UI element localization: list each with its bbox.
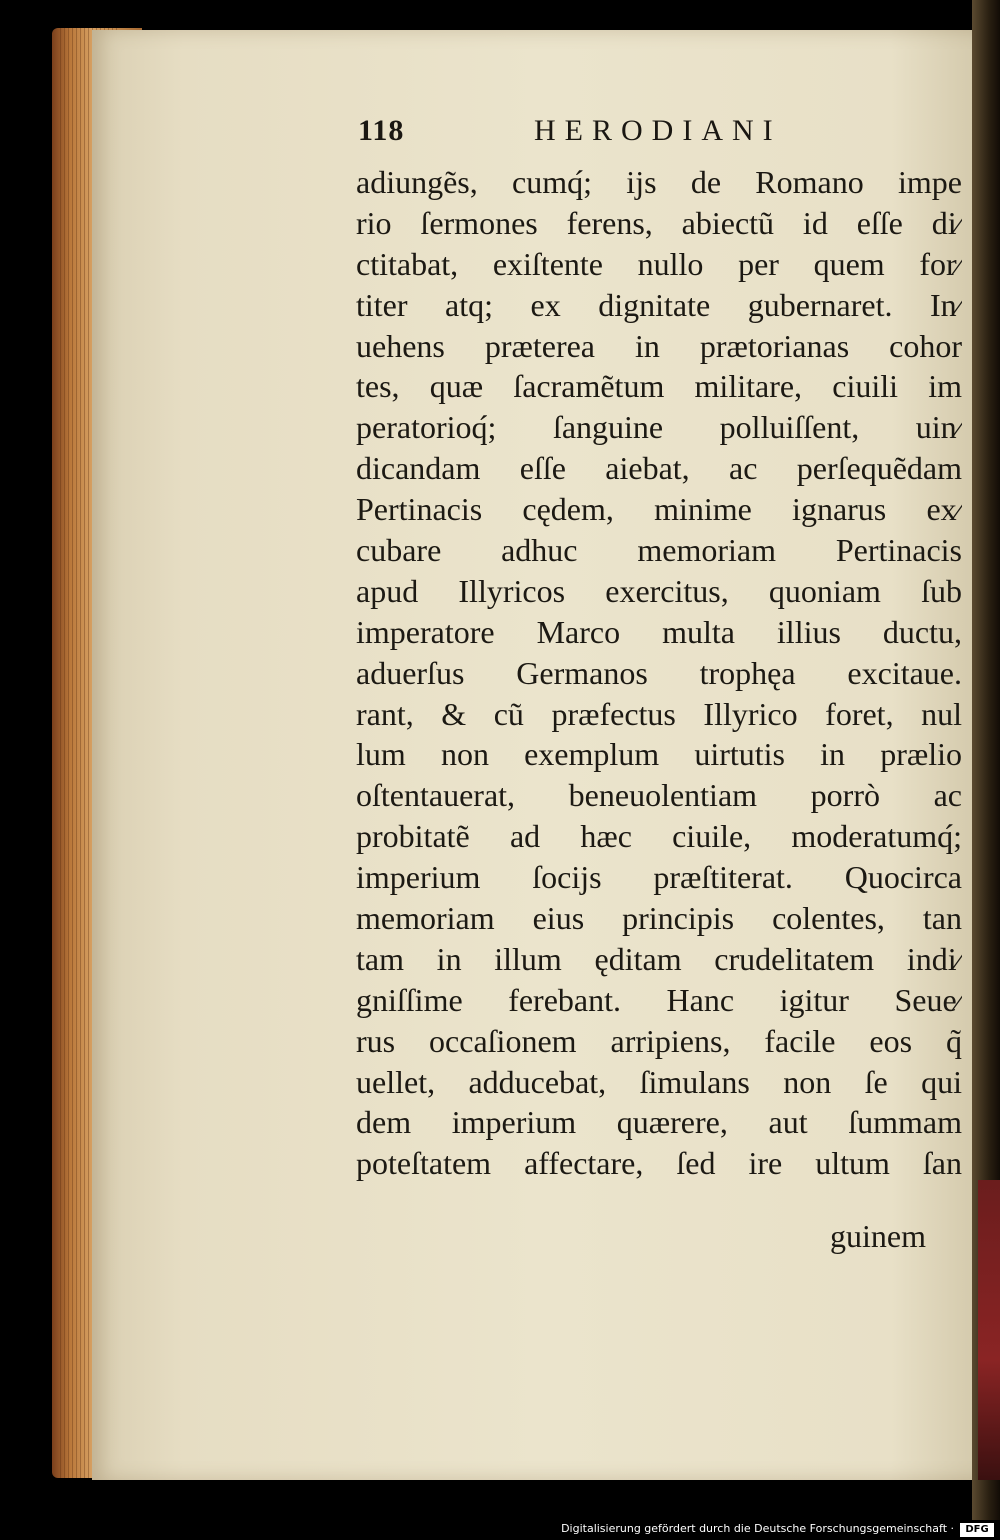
text-line: tes, quæ ſacramẽtum militare, ciuili im xyxy=(356,368,962,405)
text-line: imperatore Marco multa illius ductu, xyxy=(356,613,962,650)
text-line: rant, & cũ præfectus Illyrico foret, nul xyxy=(356,695,962,732)
footer-credit: Digitalisierung gefördert durch die Deutsche Forschungsgemeinschaft · xyxy=(561,1522,954,1535)
text-line: Pertinacis cędem, minime ignarus ex⁄ xyxy=(356,491,962,528)
text-line: rus occaſionem arripiens, facile eos q̃ xyxy=(356,1022,962,1059)
text-line: aduerſus Germanos trophęa excitaue. xyxy=(356,654,962,691)
page-number: 118 xyxy=(358,114,405,147)
page-header xyxy=(358,108,958,158)
text-line: poteſtatem affectare, ſed ire ultum ſan xyxy=(356,1145,962,1182)
text-line: cubare adhuc memoriam Pertinacis xyxy=(356,532,962,569)
text-block xyxy=(356,162,962,1184)
text-line: peratorioq́; ſanguine polluiſſent, uin⁄ xyxy=(356,409,962,446)
text-line: dicandam eſſe aiebat, ac perſequẽdam xyxy=(356,450,962,487)
footer-bar xyxy=(0,1520,1000,1540)
text-line: ctitabat, exiſtente nullo per quem for⁄ xyxy=(356,245,962,282)
text-line: uellet, adducebat, ſimulans non ſe qui xyxy=(356,1063,962,1100)
text-line: imperium ſocijs præſtiterat. Quocirca xyxy=(356,859,962,896)
text-line: uehens præterea in prætorianas cohor xyxy=(356,327,962,364)
catchword: guinem xyxy=(830,1218,926,1254)
text-line: probitatẽ ad hæc ciuile, moderatumq́; xyxy=(356,818,962,855)
text-line: adiungẽs, cumq́; ijs de Romano impe xyxy=(356,164,962,200)
text-line: lum non exemplum uirtutis in prælio xyxy=(356,736,962,773)
gutter-accent xyxy=(978,1180,1000,1480)
text-line: tam in illum ęditam crudelitatem indi⁄ xyxy=(356,940,962,977)
text-line: dem imperium quærere, aut ſummam xyxy=(356,1104,962,1141)
text-line: memoriam eius principis colentes, tan xyxy=(356,900,962,937)
text-line: titer atq; ex dignitate gubernaret. In⁄ xyxy=(356,286,962,323)
running-head: HERODIANI xyxy=(534,114,782,147)
text-line: rio ſermones ferens, abiectũ id eſſe di⁄ xyxy=(356,204,962,241)
text-line: apud Illyricos exercitus, quoniam ſub xyxy=(356,572,962,609)
text-line: oſtentauerat, beneuolentiam porrò ac xyxy=(356,777,962,814)
dfg-logo: DFG xyxy=(960,1523,994,1537)
text-line: gniſſime ferebant. Hanc igitur Seue⁄ xyxy=(356,981,962,1018)
